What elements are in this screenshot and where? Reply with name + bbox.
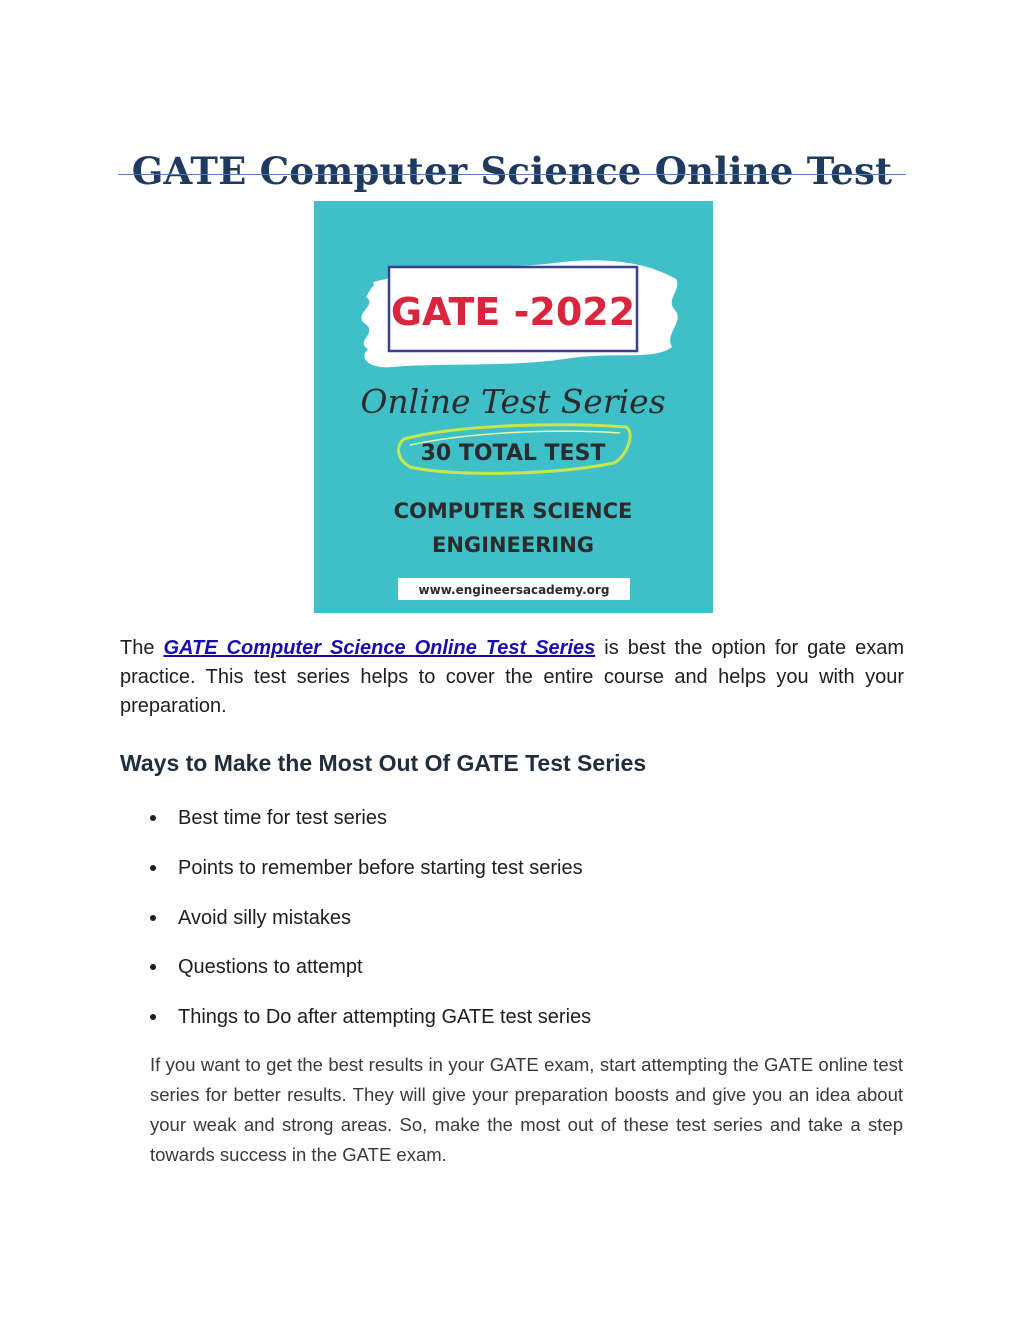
list-item xyxy=(150,853,591,903)
list-item-text: Things to Do after attempting GATE test series xyxy=(178,1006,592,1029)
title-divider xyxy=(118,174,906,175)
tips-list xyxy=(150,803,591,1052)
list-item xyxy=(150,1002,591,1052)
cover-illustration xyxy=(314,201,713,613)
cover-subject-line1: COMPUTER SCIENCE xyxy=(393,499,633,523)
intro-prefix: The xyxy=(120,637,164,659)
page-title: GATE Computer Science Online Test xyxy=(131,148,893,193)
list-item-text: Points to remember before starting test series xyxy=(178,856,583,879)
cover-script-title: Online Test Series xyxy=(360,382,666,421)
closing-paragraph: If you want to get the best results in your GATE exam, start attempting the GATE online test series for better results. They will give your preparation boosts and give you an idea about your weak and strong areas. So, make the most out of these test series and take a step towards success in the GATE exam. xyxy=(150,1054,903,1165)
intro-paragraph xyxy=(120,634,904,721)
bullet-icon xyxy=(150,915,156,921)
list-item xyxy=(150,803,591,853)
bullet-icon xyxy=(150,815,156,821)
intro-suffix: is best the option for gate exam practice. This test series helps to cover the entire course and helps you with your preparation. xyxy=(120,637,904,717)
test-series-link[interactable]: GATE Computer Science Online Test Series xyxy=(163,637,596,659)
bullet-icon xyxy=(150,964,156,970)
cover-image xyxy=(314,201,713,613)
cover-subject-line2: ENGINEERING xyxy=(431,533,595,557)
list-item xyxy=(150,903,591,953)
cover-badge: 30 TOTAL TEST xyxy=(420,441,606,466)
cover-heading: GATE -2022 xyxy=(390,290,636,334)
list-item xyxy=(150,952,591,1002)
cover-website: www.engineersacademy.org xyxy=(418,583,610,597)
section-heading: Ways to Make the Most Out Of GATE Test Series xyxy=(120,750,647,776)
list-item-text: Questions to attempt xyxy=(178,956,363,979)
list-item-text: Avoid silly mistakes xyxy=(178,906,352,929)
list-item-text: Best time for test series xyxy=(178,807,387,829)
bullet-icon xyxy=(150,865,156,871)
bullet-icon xyxy=(150,1014,156,1020)
